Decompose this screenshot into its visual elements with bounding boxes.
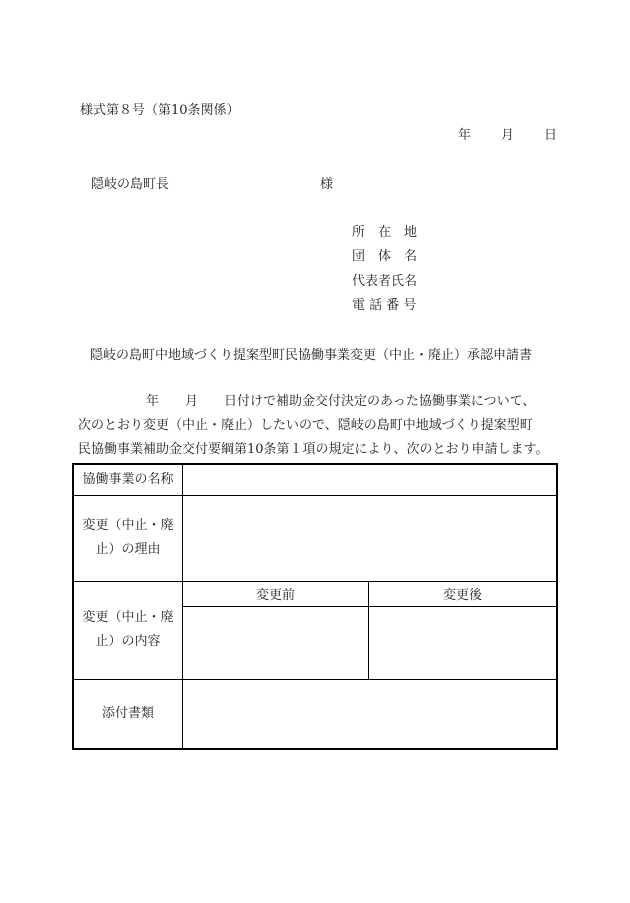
form-number: 様式第８号（第10条関係） [80, 103, 240, 118]
label-attachments: 添付書類 [73, 679, 183, 749]
document-title: 隠岐の島町中地域づくり提案型町民協働事業変更（中止・廃止）承認申請書 [90, 348, 533, 363]
label-change-content: 変更（中止・廃 止）の内容 [73, 581, 183, 679]
date-year: 年 [458, 128, 472, 143]
addressee-honorific: 様 [320, 177, 334, 192]
date-day: 日 [544, 128, 558, 143]
header-after-change: 変更後 [369, 581, 557, 606]
field-representative: 代表者氏名 [352, 274, 418, 289]
value-attachments[interactable] [183, 679, 558, 749]
value-change-reason[interactable] [183, 495, 558, 581]
addressee-name: 隠岐の島町長 [91, 177, 170, 192]
value-after-change[interactable] [369, 606, 557, 679]
body-line-1: 年 月 日付けで補助金交付決定のあった協働事業について、 [146, 394, 536, 409]
body-line-3: 民協働事業補助金交付要綱第10条第１項の規定により、次のとおり申請します。 [78, 442, 549, 457]
label-change-reason: 変更（中止・廃 止）の理由 [73, 495, 183, 581]
application-table [72, 463, 558, 750]
header-before-change: 変更前 [183, 581, 369, 606]
body-line-2: 次のとおり変更（中止・廃止）したいので、隠岐の島町中地域づくり提案型町 [78, 418, 533, 433]
field-phone: 電 話 番 号 [352, 298, 417, 313]
label-project-name: 協働事業の名称 [73, 464, 183, 495]
field-address: 所 在 地 [352, 225, 418, 240]
value-before-change[interactable] [183, 606, 369, 679]
field-group-name: 団 体 名 [352, 249, 418, 264]
date-line [458, 124, 557, 143]
date-month: 月 [501, 128, 515, 143]
value-project-name[interactable] [183, 464, 558, 495]
body-text [78, 390, 558, 462]
